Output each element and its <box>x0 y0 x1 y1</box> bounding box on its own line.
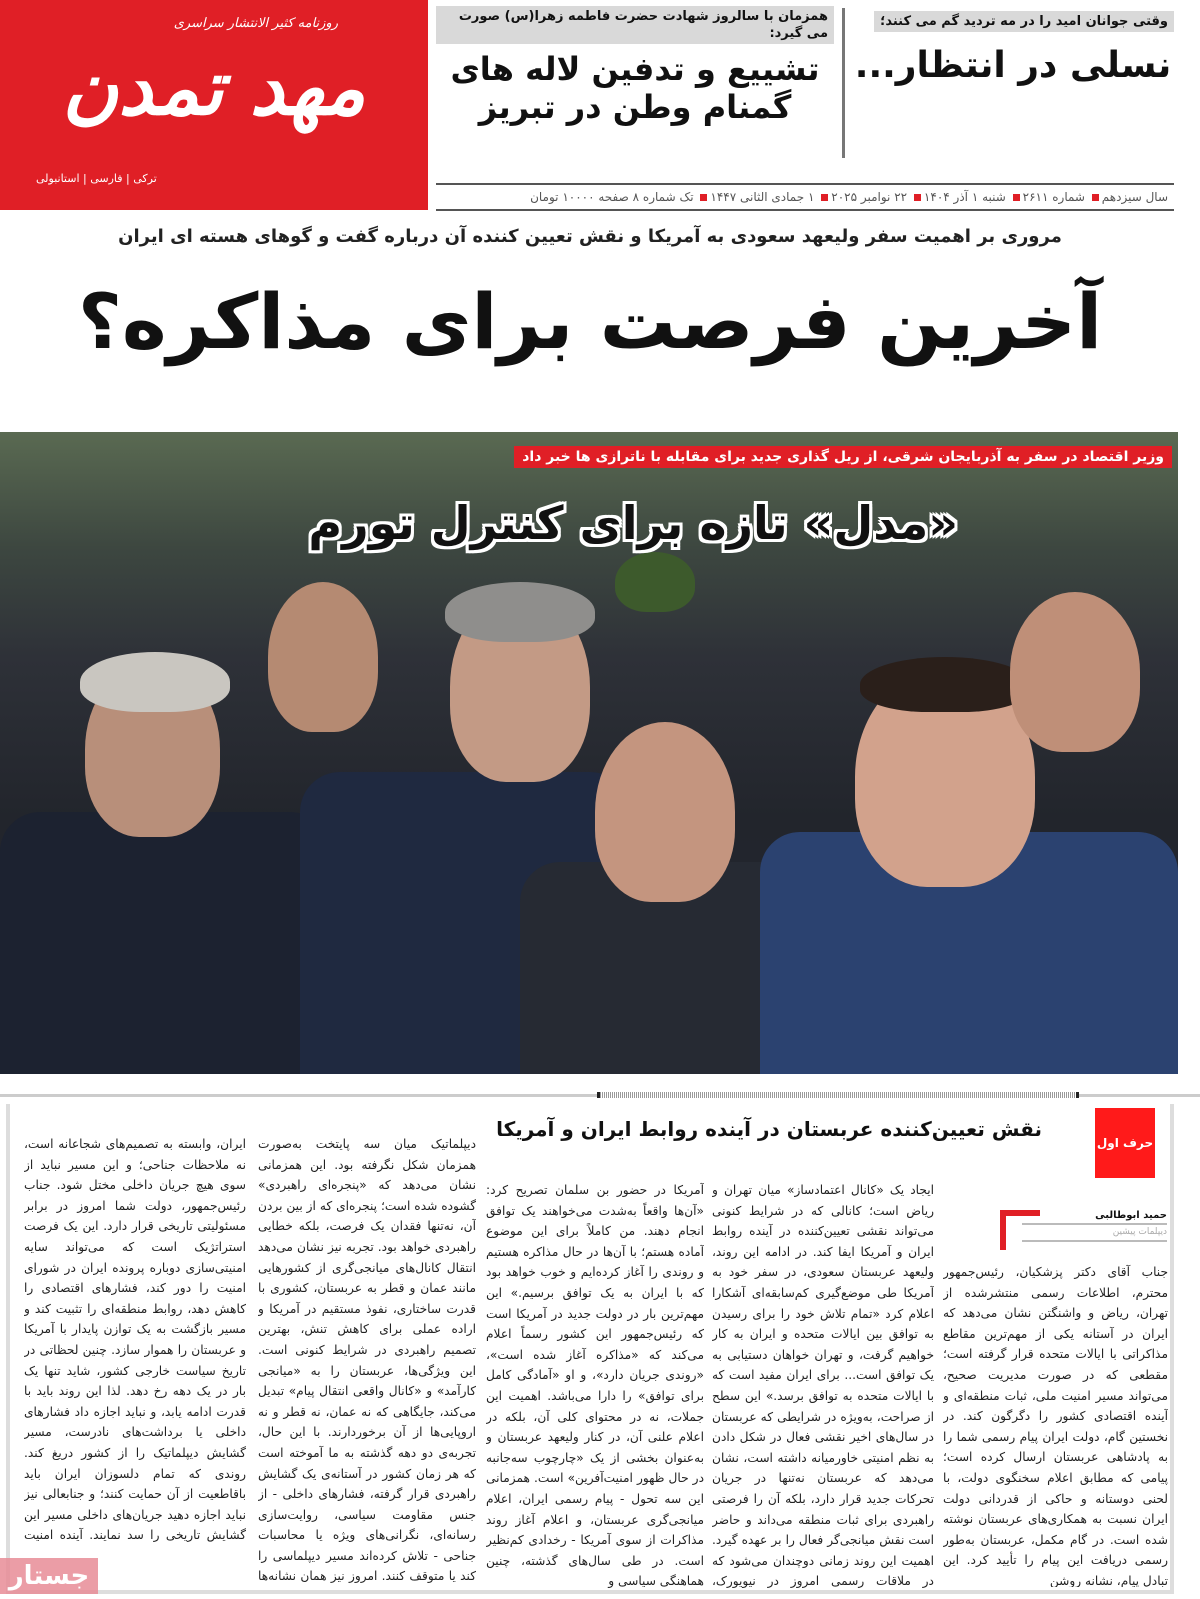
editorial-column: ایران، وابسته به تصمیم‌های شجاعانه است، نه ملاحظات جناحی؛ و این مسیر نباید از سوی هیچ جریان داخلی مختل شود. جناب رئیس‌جمهور، دولت شما امروز در برابر مسئولیتی تاریخی قرار دارد. این یک فرصت استراتژیک است که می‌تواند سایه امنیتی‌سازی دوباره پرونده ایران در شورای امنیت را دور کند، فشارهای اقتصادی را کاهش دهد، روابط منطقه‌ای را تثبیت کند و مسیر بازگشت به یک توازن پایدار با آمریکا و عربستان را هموار سازد. چنین لحظاتی در تاریخ سیاست خارجی کشور، شاید تنها یک بار در یک دهه رخ دهد. لذا این روند باید با قدرت ادامه یابد، و نباید اجازه داد فشارهای داخلی یا برداشت‌های نادرست، مسیر گشایش دیپلماتیک را از کشور دریغ کند. روندی که تمام دلسوزان ایران باید باقاطعیت از آن حمایت کنند؛ و جنابعالی نیز نباید اجازه دهید جریان‌های داخلی مسیر این گشایش تاریخی را سد نمایند. آینده امنیت <box>24 1137 246 1543</box>
author-name: حمید ابوطالبی <box>1022 1210 1167 1225</box>
editorial-column: ایجاد یک «کانال اعتمادساز» میان تهران و ریاض است؛ کانالی که در شرایط کنونی می‌تواند نقشی تعیین‌کننده در آینده روابط ایران و آمریکا ایفا کند. در ادامه این روند، ولیعهد عربستان سعودی، در سفر خود به آمریکا طی موضع‌گیری کم‌سابقه‌ای آشکارا اعلام کرد «تمام تلاش خود را برای رسیدن به توافق بین ایالات متحده و ایران به کار خواهیم گرفت، و تهران خواهان دستیابی به یک توافق است... برای ایران مفید است که با ایالات متحده به توافق برسد.» این سطح از صراحت، به‌ویژه در شرایطی که عربستان در سال‌های اخیر نقشی فعال در شکل دادن به نظم امنیتی خاورمیانه داشته است، نشان می‌دهد که عربستان نه‌تنها در جریان تحرکات جدید قرار دارد، بلکه آن را فرصتی راهبردی برای ثبات منطقه می‌داند و حاضر است نقش میانجی‌گر فعال را بر عهده گیرد. اهمیت این روند زمانی دوچندان می‌شود که در ملاقات رسمی امروز در نیویورک، <box>712 1183 934 1588</box>
teaser-kicker: وقتی جوانان امید را در مه تردید گم می کنند؛ <box>874 11 1174 32</box>
teaser-funeral[interactable] <box>436 6 834 126</box>
volume: سال سیزدهم <box>1101 190 1168 204</box>
masthead-languages: ترکی | فارسی | استانبولی <box>36 172 157 185</box>
lead-photo[interactable] <box>0 432 1178 1074</box>
photo-figure <box>615 552 695 612</box>
section-rule-ornament <box>597 1092 1079 1098</box>
teaser-kicker: همزمان با سالروز شهادت حضرت فاطمه زهرا(س) صورت می گیرد: <box>436 6 834 44</box>
price: تک شماره ۸ صفحه ۱۰۰۰۰ تومان <box>530 190 694 204</box>
date-persian: شنبه ۱ آذر ۱۴۰۴ <box>923 190 1006 204</box>
photo-figure <box>1010 592 1140 752</box>
masthead-tagline: روزنامه کثیر الانتشار سراسری <box>173 16 338 31</box>
author-role: دیپلمات پیشین <box>1112 1227 1167 1237</box>
date-hijri: ۱ جمادی الثانی ۱۴۴۷ <box>710 190 815 204</box>
photo-kicker: وزیر اقتصاد در سفر به آذربایجان شرقی، از ریل گذاری جدید برای مقابله با ناترازی ها خبر داد <box>514 446 1172 468</box>
teaser-divider <box>842 8 845 158</box>
photo-headline[interactable]: «مدل» تازه برای کنترل تورم <box>308 496 958 550</box>
editorial-title[interactable]: نقش تعیین‌کننده عربستان در آینده روابط ایران و آمریکا <box>496 1117 1042 1141</box>
teaser-youth[interactable] <box>852 10 1174 88</box>
author-block <box>1022 1210 1167 1242</box>
editorial-column: دیپلماتیک میان سه پایتخت به‌صورت همزمان شکل نگرفته بود. این همزمانی نشان می‌دهد که «پنجره‌ای راهبردی» گشوده شده است؛ پنجره‌ای که از بین بردن آن، نه‌تنها فقدان یک فرصت، بلکه خطایی راهبردی خواهد بود. تجربه نیز نشان می‌دهد انتقال کانال‌های میانجی‌گری از کشورهایی مانند عمان و قطر به عربستان، کشوری با قدرت ساختاری، نفوذ مستقیم در آمریکا و اراده عملی برای کاهش تنش، بهترین تصمیم راهبردی در شرایط کنونی است. این ویژگی‌ها، عربستان را به «میانجی کارآمد» و «کانال واقعی انتقال پیام» تبدیل می‌کند، جایگاهی که نه عمان، نه قطر و نه اروپایی‌ها از آن برخوردارند. با این حال، تجربه‌ی دو دهه گذشته به ما آموخته است که هر زمان کشور در آستانه‌ی یک گشایش راهبردی قرار گرفته، فشارهای داخلی - از جنس مقاومت سیاسی، روایت‌سازی رسانه‌ای، نگرانی‌های ویژه یا محاسبات جناحی - تلاش کرده‌اند مسیر دیپلماسی را کند یا متوقف کنند. امروز نیز همان نشانه‌ها <box>258 1137 476 1584</box>
masthead-name: مهد تمدن <box>62 43 366 132</box>
teaser-title: تشییع و تدفین لاله های گمنام وطن در تبریز <box>450 50 820 126</box>
photo-figure <box>0 812 330 1074</box>
photo-hair <box>445 582 595 642</box>
dateline <box>436 183 1174 211</box>
date-gregorian: ۲۲ نوامبر ۲۰۲۵ <box>831 190 908 204</box>
lead-headline[interactable]: آخرین فرصت برای مذاکره؟ <box>77 277 1103 366</box>
lead-subhead: مروری بر اهمیت سفر ولیعهد سعودی به آمریکا و نقش تعیین کننده آن درباره گفت و گوهای هسته ای ایران <box>118 226 1062 247</box>
issue-number: شماره ۲۶۱۱ <box>1022 190 1085 204</box>
watermark-logo: جستار <box>0 1558 98 1594</box>
photo-hair <box>80 652 230 712</box>
photo-figure <box>268 582 378 732</box>
editorial-column: جناب آقای دکتر پزشکیان، رئیس‌جمهور محترم، اطلاعات رسمی منتشرشده از تهران، ریاض و واشنگتن نشان می‌دهد که ایران در آستانه یکی از مهم‌ترین مقاطع مذاکراتی با ایالات متحده قرار گرفته است؛ مقطعی که در صورت مدیریت صحیح، می‌تواند مسیر امنیت ملی، ثبات منطقه‌ای و آینده اقتصادی کشور را دگرگون کند. در نخستین گام، دولت ایران پیام رسمی شما را به پادشاهی عربستان ارسال کرده است؛ پیامی که مطابق اعلام سخنگوی دولت، با لحنی دوستانه و حاکی از قدردانی دولت ایران نسبت به همکاری‌های عربستان نوشته شده است. در گام مکمل، عربستان به‌طور رسمی دریافت این پیام را تأیید کرد. این تبادل پیام، نشانه روشن <box>943 1265 1168 1587</box>
photo-hair <box>860 657 1030 712</box>
editorial-column: آمریکا در حضور بن سلمان تصریح کرد: «آن‌ها واقعاً به‌شدت می‌خواهند یک توافق انجام دهند. من کاملاً برای این موضوع آماده هستم؛ با آن‌ها در حال مذاکره هستیم و روندی را آغاز کرده‌ایم و خوب خواهد بود که با ایران به یک توافق برسیم.» این مهم‌ترین بار در دولت جدید در آمریکا است که رئیس‌جمهور این کشور رسماً اعلام می‌کند که «مذاکره آغاز شده است»، «روندی جریان دارد»، و او «آمادگی کامل برای توافق» را دارا می‌باشد. اهمیت این جملات، نه در محتوای کلی آن، بلکه در اعلام علنی آن، در کنار ولیعهد عربستان و به‌عنوان بخشی از یک «چارچوب سه‌جانبه در حال ظهور امنیت‌آفرین» است. همزمانی این سه تحول - پیام رسمی ایران، اعلام میانجی‌گری عربستان، و اعلام آغاز روند مذاکرات از سوی آمریکا - رخدادی کم‌نظیر است. در طی سال‌های گذشته، چنین هماهنگی سیاسی و <box>486 1183 704 1588</box>
section-badge: حرف اول <box>1095 1108 1155 1178</box>
masthead-logo[interactable] <box>0 0 428 210</box>
photo-figure <box>595 722 735 902</box>
teaser-title: نسلی در انتظار... <box>854 45 1172 86</box>
